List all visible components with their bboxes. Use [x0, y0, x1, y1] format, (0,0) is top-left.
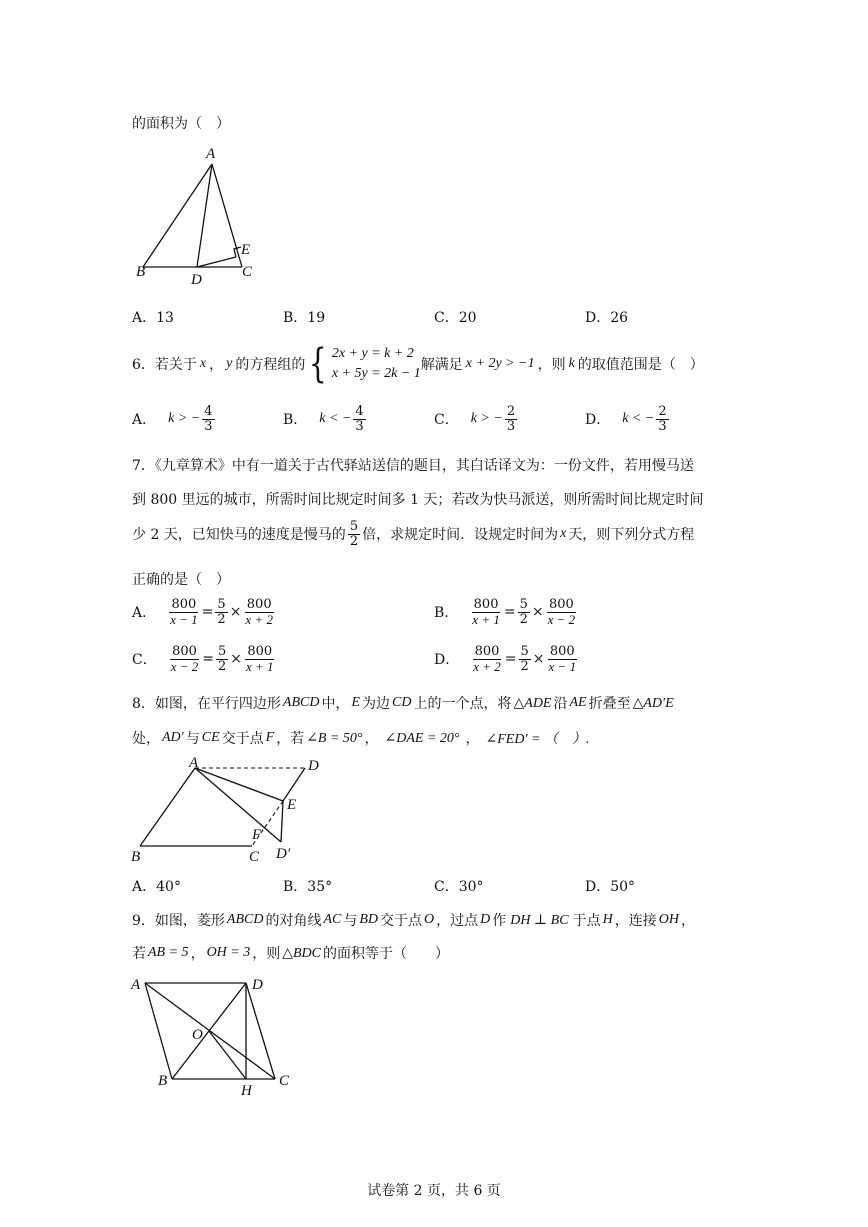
- q6-text-cond: 解满足: [420, 357, 463, 373]
- q6-condition: x + 2y > −1: [465, 356, 535, 371]
- q6-var-x: x: [199, 356, 207, 371]
- q7-line-1: 7．《九章算术》中有一道关于古代驿站送信的题目，其白话译文为：一份文件，若用慢马送: [132, 458, 694, 474]
- q8-label-b: B: [131, 849, 141, 865]
- q7-option-a[interactable]: A． $\frac{800}{x - 1}$ = $\frac{5}{2}$ × $\frac{800}{x + 2}$: [132, 597, 273, 627]
- q5-option-d[interactable]: D．26: [585, 310, 629, 326]
- q5-label-e: E: [241, 242, 251, 258]
- q8-label-a: A: [189, 755, 199, 771]
- q7-option-d[interactable]: D． $\frac{800}{x + 2}$ = $\frac{5}{2}$ × $\frac{800}{x - 1}$: [434, 644, 577, 674]
- q6-text-then: ，则: [537, 357, 566, 373]
- q5-option-a[interactable]: A．13: [132, 310, 174, 326]
- q6-option-b[interactable]: B． k < − $\frac{4}{3}$: [283, 404, 364, 434]
- q9-label-d: D: [252, 977, 263, 993]
- q8-figure-lines: [140, 768, 305, 846]
- q8-options: [132, 876, 635, 896]
- q8-option-a[interactable]: A．40°: [132, 879, 181, 895]
- q8-option-b[interactable]: B．35°: [283, 879, 333, 895]
- q6-text-mid: 的方程组的: [235, 357, 306, 373]
- q5-label-a: A: [206, 146, 216, 162]
- q8-line-1: 8．如图，在平行四边形 ABCD 中， E 为边 CD 上的一个点，将 △ADE 沿 AE 折叠至 △AD′E: [132, 695, 674, 712]
- q7-option-b[interactable]: B． $\frac{800}{x + 1}$ = $\frac{5}{2}$ × $\frac{800}{x - 2}$: [434, 597, 576, 627]
- q9-label-b: B: [158, 1073, 168, 1089]
- q6-text-suffix: 的取值范围是（ ）: [577, 357, 704, 373]
- q8-parallelogram-figure: [128, 752, 338, 867]
- q5-question-tail: 的面积为（ ）: [132, 116, 230, 132]
- q5-label-d: D: [191, 272, 202, 288]
- q5-option-b[interactable]: B．19: [283, 310, 326, 326]
- q5-figure-lines: [143, 164, 242, 267]
- q6-equation-1: 2x + y = k + 2: [331, 346, 414, 361]
- q6-var-y: y: [226, 356, 233, 371]
- q6-option-c[interactable]: C． k > − $\frac{2}{3}$: [434, 404, 516, 434]
- q6-var-k: k: [568, 356, 575, 371]
- q8-label-c: C: [249, 849, 260, 865]
- q9-label-a: A: [131, 977, 141, 993]
- q9-figure-lines: [145, 983, 275, 1079]
- q8-label-d-prime: D′: [276, 846, 291, 862]
- q8-line-2: 处， AD′ 与 CE 交于点 F ，若 ∠B = 50° ， ∠DAE = 20° ， ∠FED′ = （ ）.: [132, 730, 590, 747]
- q8-option-d[interactable]: D．50°: [585, 879, 636, 895]
- page-footer: 试卷第 2 页，共 6 页: [367, 1183, 501, 1199]
- q8-label-e: E: [287, 797, 297, 813]
- q8-option-c[interactable]: C．30°: [434, 879, 484, 895]
- q9-label-c: C: [279, 1073, 290, 1089]
- q6-question: [132, 341, 704, 387]
- q6-option-a[interactable]: A． k > − $\frac{4}{3}$: [132, 404, 213, 434]
- q7-line-4: 正确的是（ ）: [132, 572, 230, 588]
- q6-options: [132, 405, 671, 433]
- q7-ratio: $\frac{5}{2}$: [349, 519, 359, 549]
- q6-comma: ，: [209, 357, 224, 373]
- q5-options: [132, 307, 628, 327]
- q8-label-d: D: [308, 758, 319, 774]
- q6-option-d[interactable]: D． k < − $\frac{2}{3}$: [585, 404, 667, 434]
- q5-option-c[interactable]: C．20: [434, 310, 477, 326]
- q5-label-c: C: [242, 264, 253, 280]
- q9-label-h: H: [241, 1083, 252, 1099]
- q6-text-prefix: 6．若关于: [132, 357, 197, 373]
- q8-label-f: F: [252, 827, 262, 843]
- q9-line-1: 9．如图，菱形 ABCD 的对角线 AC 与 BD 交于点 O ，过点 D 作 DH ⊥ BC 于点 H ，连接 OH ，: [132, 912, 695, 929]
- q6-equation-system: [305, 341, 421, 387]
- q7-line-2: 到 800 里远的城市，所需时间比规定时间多 1 天；若改为快马派送，则所需时间比规定时间: [132, 492, 704, 508]
- q6-equation-2: x + 5y = 2k − 1: [331, 366, 421, 381]
- q5-triangle-figure: [128, 140, 268, 290]
- q6-brace-icon: {: [309, 341, 327, 387]
- q9-rhombus-figure: [128, 970, 308, 1100]
- q7-line-3: 少 2 天，已知快马的速度是慢马的 $\frac{5}{2}$ 倍，求规定时间．设规定时间为 x 天，则下列分式方程: [132, 519, 695, 549]
- q9-label-o: O: [192, 1027, 203, 1043]
- q9-line-2: 若 AB = 5 ， OH = 3 ，则 △BDC 的面积等于（ ）: [132, 945, 450, 962]
- q5-label-b: B: [136, 264, 146, 280]
- q7-option-c[interactable]: C． $\frac{800}{x - 2}$ = $\frac{5}{2}$ × $\frac{800}{x + 1}$: [132, 644, 274, 674]
